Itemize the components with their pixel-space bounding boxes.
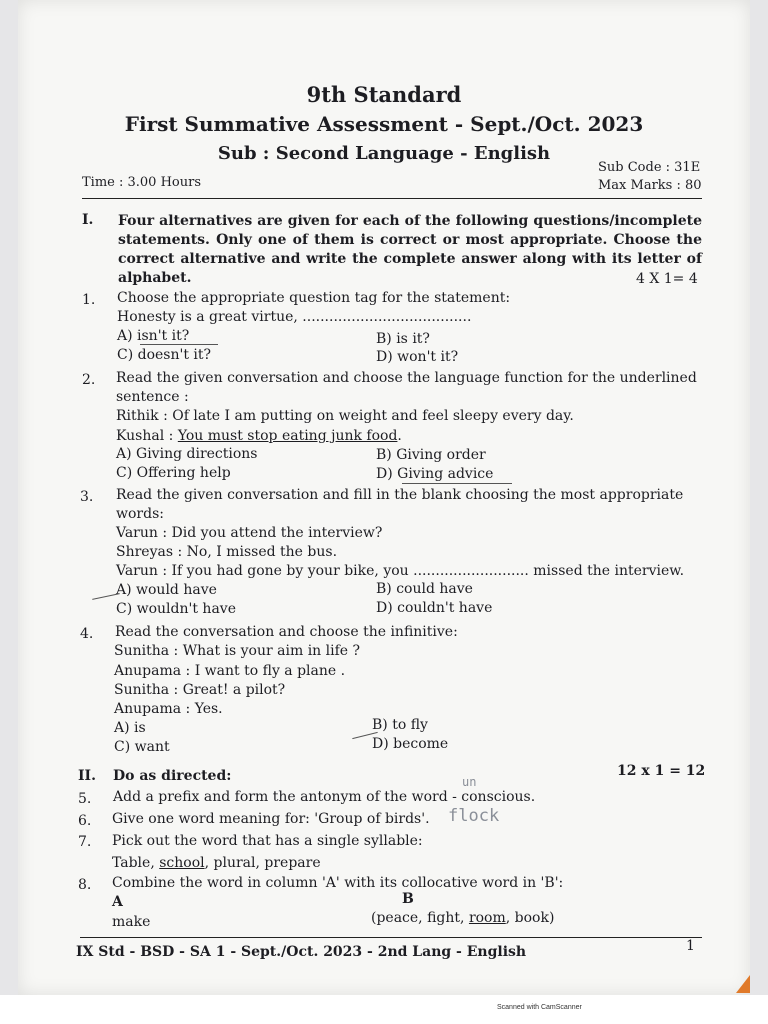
- exam-title: First Summative Assessment - Sept./Oct. 2023: [124, 112, 644, 136]
- q4-number: 4.: [80, 626, 94, 642]
- standard-title: 9th Standard: [306, 82, 462, 107]
- q7-marked-word: school: [159, 855, 205, 871]
- section-2-number: II.: [78, 768, 96, 784]
- q4-option-c: C) want: [114, 739, 170, 755]
- header-divider: [82, 198, 702, 199]
- q5-text: Add a prefix and form the antonym of the word - conscious.: [113, 789, 536, 805]
- q2-number: 2.: [82, 372, 96, 388]
- max-marks: Max Marks : 80: [598, 178, 702, 193]
- q6-number: 6.: [78, 813, 92, 829]
- q1-option-b: B) is it?: [376, 331, 430, 347]
- q2-line-1: Rithik : Of late I am putting on weight and feel sleepy every day.: [116, 408, 574, 424]
- scanner-strip: [0, 995, 768, 1024]
- q4-line-3: Sunitha : Great! a pilot?: [114, 682, 286, 698]
- q7-options: Table, school, plural, prepare: [112, 855, 321, 871]
- q5-handwritten-answer: un: [462, 775, 477, 789]
- q1-text: Choose the appropriate question tag for the statement:: [117, 290, 511, 306]
- q1-statement: Honesty is a great virtue, ......................................: [117, 309, 472, 325]
- q8-word-a: make: [112, 914, 151, 930]
- q1-option-d: D) won't it?: [376, 349, 459, 365]
- q8-marked-word: room: [468, 910, 506, 926]
- q2-option-c: C) Offering help: [116, 465, 231, 481]
- q2-text-2: sentence :: [116, 389, 189, 405]
- q6-handwritten-answer: flock: [448, 806, 500, 826]
- q4-option-b: B) to fly: [372, 717, 428, 733]
- q3-text-2: words:: [116, 506, 164, 522]
- q3-line-3: Varun : If you had gone by your bike, you .......................... missed the interview.: [116, 563, 685, 579]
- section-1-instruction: Four alternatives are given for each of the following questions/incomplete statements. Only one of them is correct or most appropriate. Choose the correct alternative and write the complete answer along with its letter of alphabet.: [118, 213, 702, 286]
- q3-option-b: B) could have: [376, 581, 473, 597]
- section-1-marks: 4 X 1= 4: [636, 271, 698, 287]
- q6-text: Give one word meaning for: 'Group of birds'.: [112, 811, 430, 827]
- q8-column-a-header: A: [112, 894, 123, 910]
- page-number: 1: [686, 938, 695, 954]
- q3-option-c: C) wouldn't have: [116, 601, 236, 617]
- q7-number: 7.: [78, 834, 92, 850]
- q8-text: Combine the word in column 'A' with its collocative word in 'B':: [112, 875, 564, 891]
- q4-text: Read the conversation and choose the infinitive:: [115, 624, 458, 640]
- answer-underline-mark: [402, 483, 512, 484]
- q7-text: Pick out the word that has a single syllable:: [112, 833, 423, 849]
- subject-title: Sub : Second Language - English: [217, 143, 551, 164]
- q8-words-b: (peace, fight, room, book): [371, 910, 555, 926]
- q3-text: Read the given conversation and fill in the blank choosing the most appropriate: [116, 487, 684, 503]
- q2-option-d: D) Giving advice: [376, 466, 494, 482]
- q8-column-b-header: B: [402, 891, 414, 907]
- q2-option-b: B) Giving order: [376, 447, 486, 463]
- q2-underlined-sentence: You must stop eating junk food: [177, 428, 398, 444]
- q4-line-4: Anupama : Yes.: [114, 701, 223, 717]
- q4-option-d: D) become: [372, 736, 449, 752]
- q3-option-a: A) would have: [116, 582, 217, 598]
- section-2-marks: 12 x 1 = 12: [617, 763, 706, 779]
- q2-option-a: A) Giving directions: [116, 446, 258, 462]
- q2-text: Read the given conversation and choose the language function for the underlined: [116, 370, 697, 386]
- q3-line-2: Shreyas : No, I missed the bus.: [116, 544, 338, 560]
- q1-option-c: C) doesn't it?: [117, 347, 212, 363]
- q3-line-1: Varun : Did you attend the interview?: [116, 525, 383, 541]
- sub-code: Sub Code : 31E: [598, 160, 701, 175]
- q8-number: 8.: [78, 877, 92, 893]
- q3-number: 3.: [80, 489, 94, 505]
- page-corner-mark: [736, 975, 750, 993]
- q1-option-a: A) isn't it?: [117, 328, 190, 344]
- time-info: Time : 3.00 Hours: [82, 175, 201, 190]
- footer-divider: [80, 937, 702, 938]
- q3-option-d: D) couldn't have: [376, 600, 493, 616]
- scanner-watermark: Scanned with CamScanner: [497, 1004, 582, 1011]
- answer-underline-mark: [140, 344, 218, 345]
- section-2-title: Do as directed:: [113, 768, 232, 784]
- footer-text: IX Std - BSD - SA 1 - Sept./Oct. 2023 - 2nd Lang - English: [76, 944, 527, 960]
- q4-option-a: A) is: [114, 720, 146, 736]
- q5-number: 5.: [78, 791, 92, 807]
- q2-line-2: Kushal : You must stop eating junk food.: [116, 428, 402, 444]
- q1-number: 1.: [82, 292, 96, 308]
- q4-line-2: Anupama : I want to fly a plane .: [114, 663, 346, 679]
- section-1-number: I.: [82, 212, 94, 228]
- q4-line-1: Sunitha : What is your aim in life ?: [114, 643, 361, 659]
